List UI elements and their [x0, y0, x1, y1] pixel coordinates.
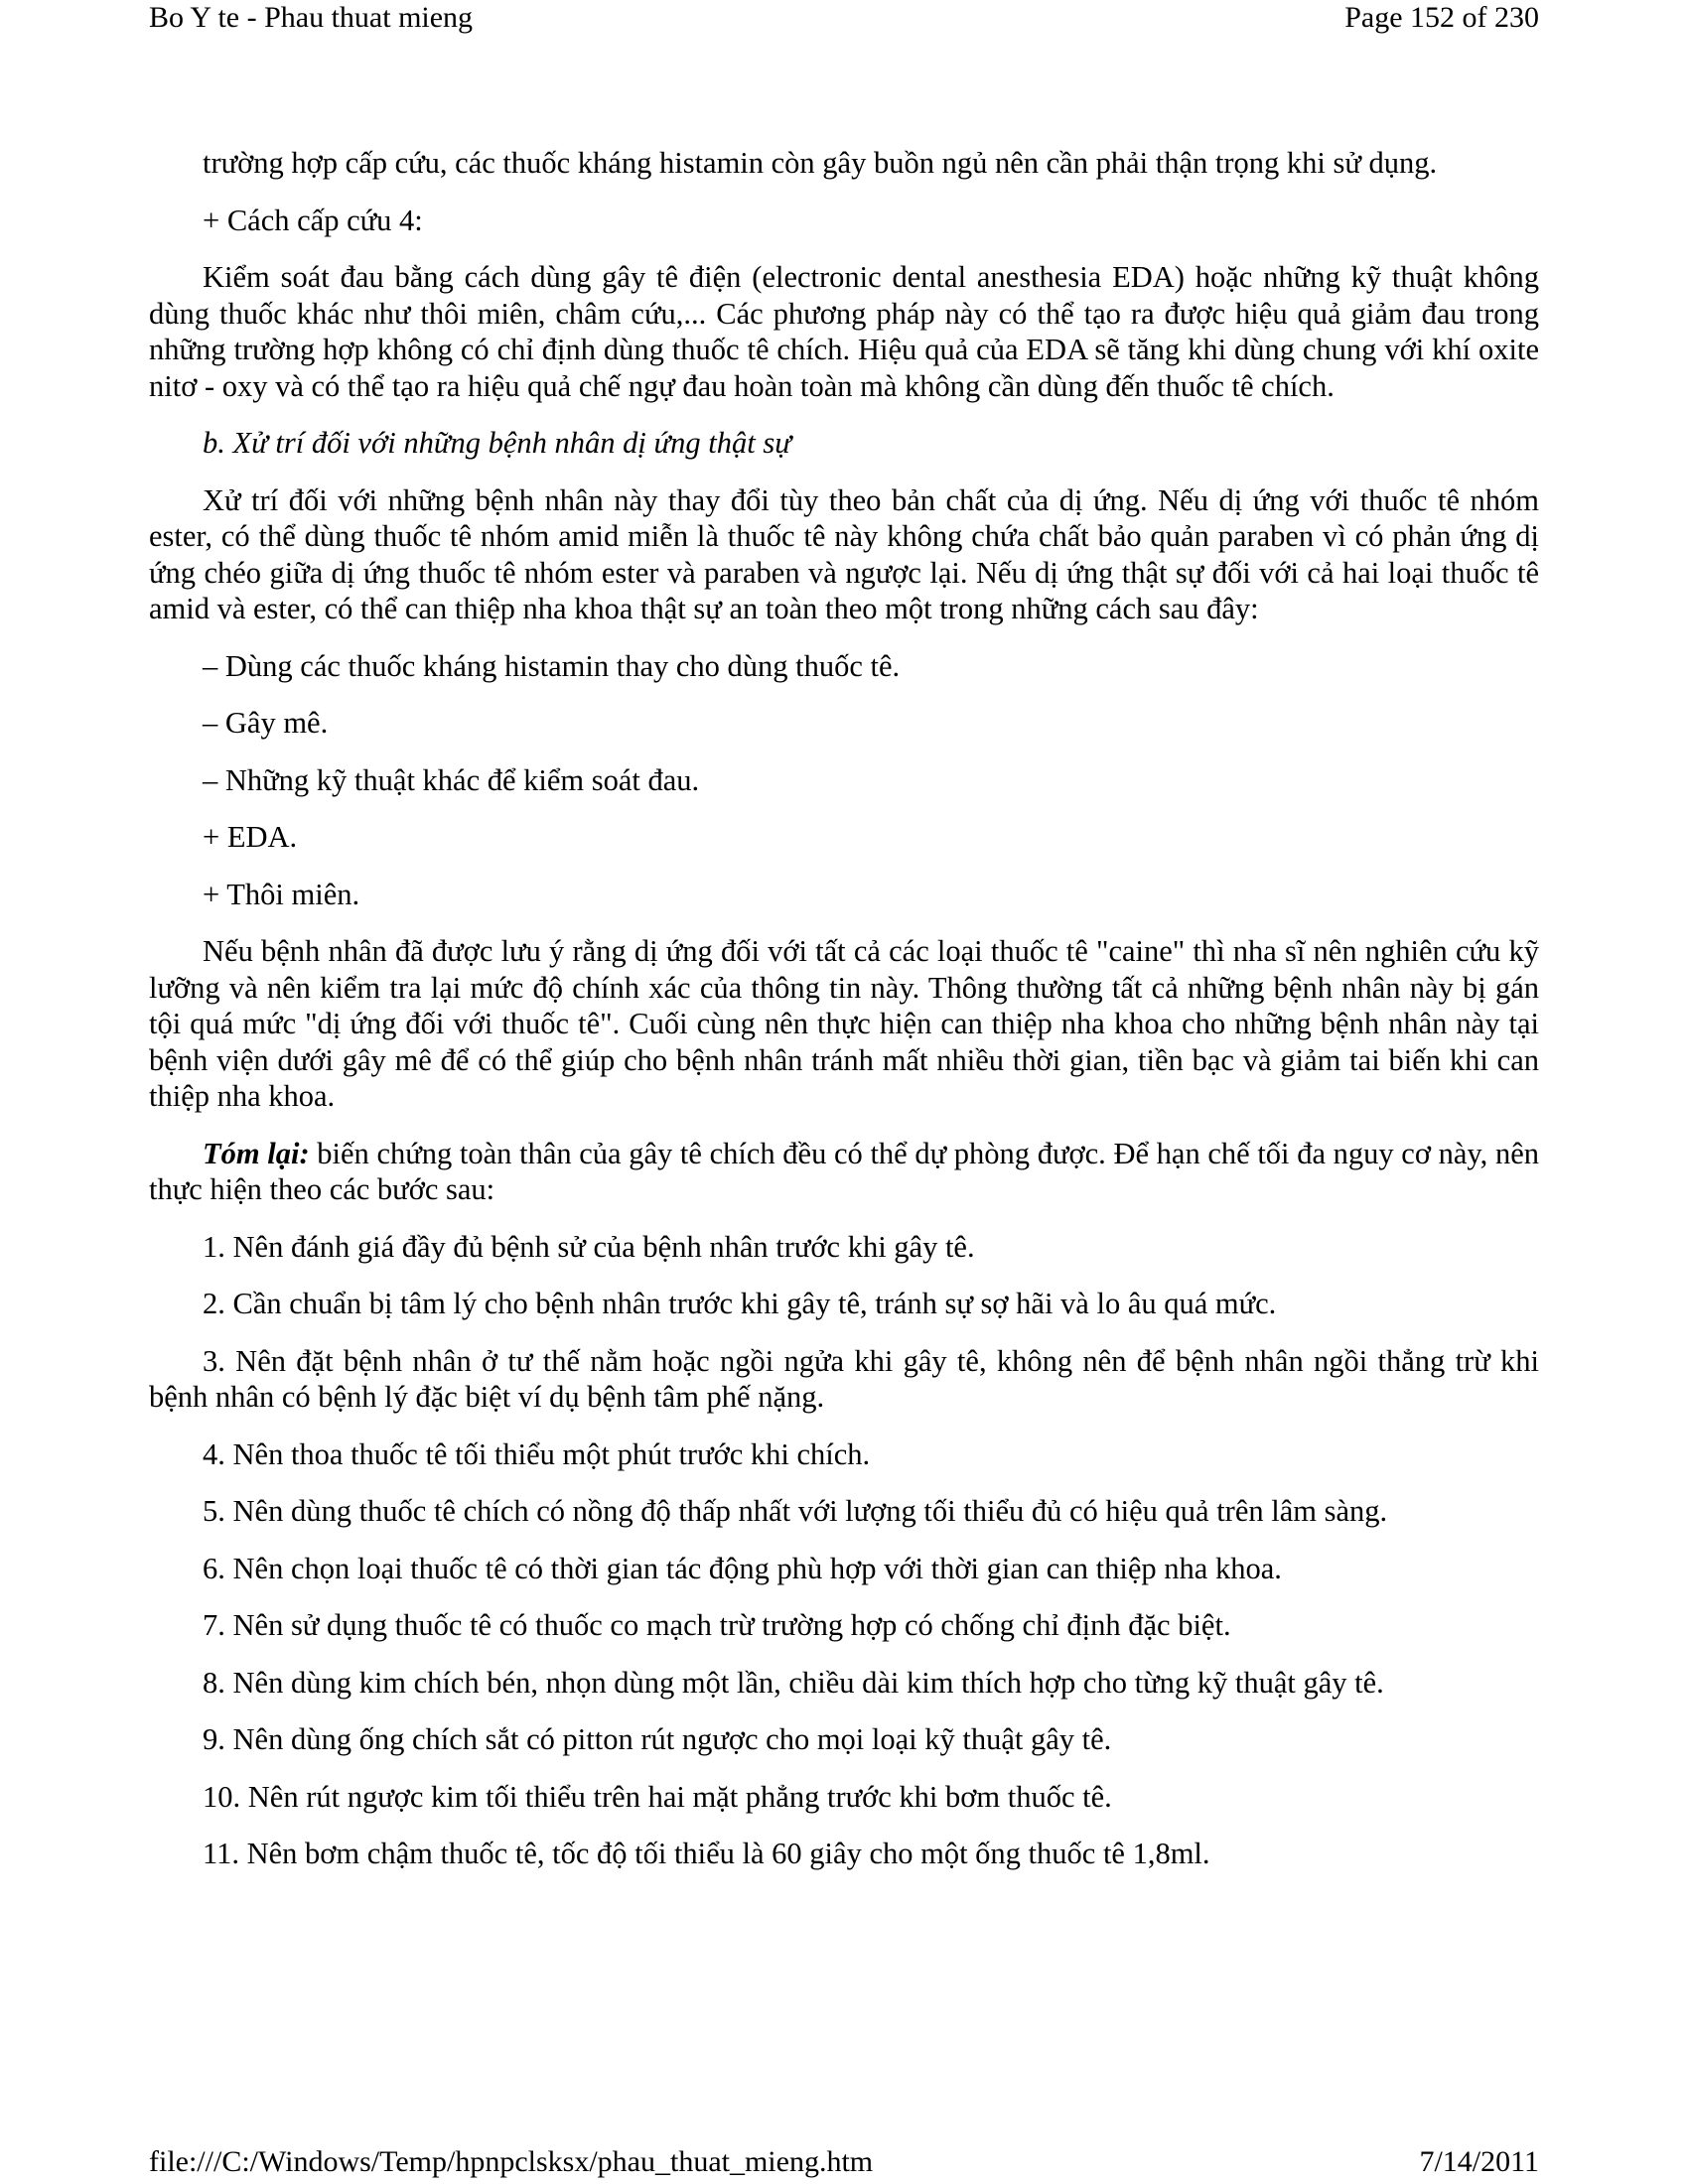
list-item: + EDA.: [203, 820, 298, 854]
step-item: 9. Nên dùng ống chích sắt có pitton rút ngược cho mọi loại kỹ thuật gây tê.: [203, 1722, 1112, 1756]
paragraph-summary: [149, 1136, 1539, 1208]
list-item: + Thôi miên.: [203, 877, 360, 911]
paragraph-emergency-method-4: + Cách cấp cứu 4:: [203, 203, 423, 237]
paragraph-true-allergy: Xử trí đối với những bệnh nhân này thay đổi tùy theo bản chất của dị ứng. Nếu dị ứng với thuốc tê nhóm ester, có thể dùng thuốc tê nhóm amid miễn là thuốc tê này không chứa chất bảo quản paraben vì có phản ứng dị ứng chéo giữa dị ứng thuốc tê nhóm ester và paraben và ngược lại. Nếu dị ứng thật sự đối với cả hai loại thuốc tê amid và ester, có thể can thiệp nha khoa thật sự an toàn theo một trong những cách sau đây:: [149, 482, 1539, 625]
step-item: 6. Nên chọn loại thuốc tê có thời gian tác động phù hợp với thời gian can thiệp nha khoa.: [203, 1551, 1282, 1585]
step-item: 3. Nên đặt bệnh nhân ở tư thế nằm hoặc ngồi ngửa khi gây tê, không nên để bệnh nhân ngồi thẳng trừ khi bệnh nhân có bệnh lý đặc biệt ví dụ bệnh tâm phế nặng.: [149, 1343, 1539, 1414]
page-footer: [149, 2144, 1539, 2180]
document-body: [149, 145, 1539, 1893]
steps-list: [149, 1229, 1539, 1872]
step-item: 5. Nên dùng thuốc tê chích có nồng độ thấp nhất với lượng tối thiểu đủ có hiệu quả trên lâm sàng.: [203, 1494, 1388, 1528]
step-item: 10. Nên rút ngược kim tối thiểu trên hai mặt phẳng trước khi bơm thuốc tê.: [203, 1779, 1112, 1814]
step-item: 8. Nên dùng kim chích bén, nhọn dùng một lần, chiều dài kim thích hợp cho từng kỹ thuật gây tê.: [203, 1665, 1384, 1700]
paragraph-eda: Kiểm soát đau bằng cách dùng gây tê điện (electronic dental anesthesia EDA) hoặc những kỹ thuật không dùng thuốc khác như thôi miên, châm cứu,... Các phương pháp này có thể tạo ra được hiệu quả giảm đau trong những trường hợp không có chỉ định dùng thuốc tê chích. Hiệu quả của EDA sẽ tăng khi dùng chung với khí oxite nitơ - oxy và có thể tạo ra hiệu quả chế ngự đau hoàn toàn mà không cần dùng đến thuốc tê chích.: [149, 260, 1539, 403]
step-item: 4. Nên thoa thuốc tê tối thiểu một phút trước khi chích.: [203, 1436, 871, 1471]
section-heading-b: b. Xử trí đối với những bệnh nhân dị ứng thật sự: [203, 426, 791, 460]
list-item: – Gây mê.: [203, 706, 329, 740]
page-header: [149, 0, 1539, 36]
paragraph-caine-allergy: Nếu bệnh nhân đã được lưu ý rằng dị ứng đối với tất cả các loại thuốc tê "caine" thì nha sĩ nên nghiên cứu kỹ lưỡng và nên kiểm tra lại mức độ chính xác của thông tin này. Thông thường tất cả những bệnh nhân này bị gán tội quá mức "dị ứng đối với thuốc tê". Cuối cùng nên thực hiện can thiệp nha khoa cho những bệnh nhân này tại bệnh viện dưới gây mê để có thể giúp cho bệnh nhân tránh mất nhiều thời gian, tiền bạc và giảm tai biến khi can thiệp nha khoa.: [149, 934, 1539, 1113]
step-item: 11. Nên bơm chậm thuốc tê, tốc độ tối thiểu là 60 giây cho một ống thuốc tê 1,8ml.: [203, 1837, 1210, 1870]
file-path: file:///C:/Windows/Temp/hpnpclsksx/phau_thuat_mieng.htm: [149, 2145, 874, 2178]
step-item: 1. Nên đánh giá đầy đủ bệnh sử của bệnh nhân trước khi gây tê.: [203, 1229, 975, 1264]
paragraph-continuation: trường hợp cấp cứu, các thuốc kháng histamin còn gây buồn ngủ nên cần phải thận trọng khi sử dụng.: [203, 146, 1438, 180]
document-title: Bo Y te - Phau thuat mieng: [149, 1, 474, 34]
summary-text: biến chứng toàn thân của gây tê chích đều có thể dự phòng được. Để hạn chế tối đa nguy cơ này, nên thực hiện theo các bước sau:: [149, 1136, 1539, 1206]
step-item: 2. Cần chuẩn bị tâm lý cho bệnh nhân trước khi gây tê, tránh sự sợ hãi và lo âu quá mức.: [203, 1287, 1277, 1320]
step-item: 7. Nên sử dụng thuốc tê có thuốc co mạch trừ trường hợp có chống chỉ định đặc biệt.: [203, 1608, 1231, 1642]
summary-label: Tóm lại:: [203, 1136, 310, 1170]
list-item: – Những kỹ thuật khác để kiểm soát đau.: [203, 762, 700, 797]
page-number: Page 152 of 230: [1344, 1, 1539, 34]
print-date: 7/14/2011: [1419, 2145, 1539, 2178]
list-item: – Dùng các thuốc kháng histamin thay cho dùng thuốc tê.: [203, 648, 901, 683]
